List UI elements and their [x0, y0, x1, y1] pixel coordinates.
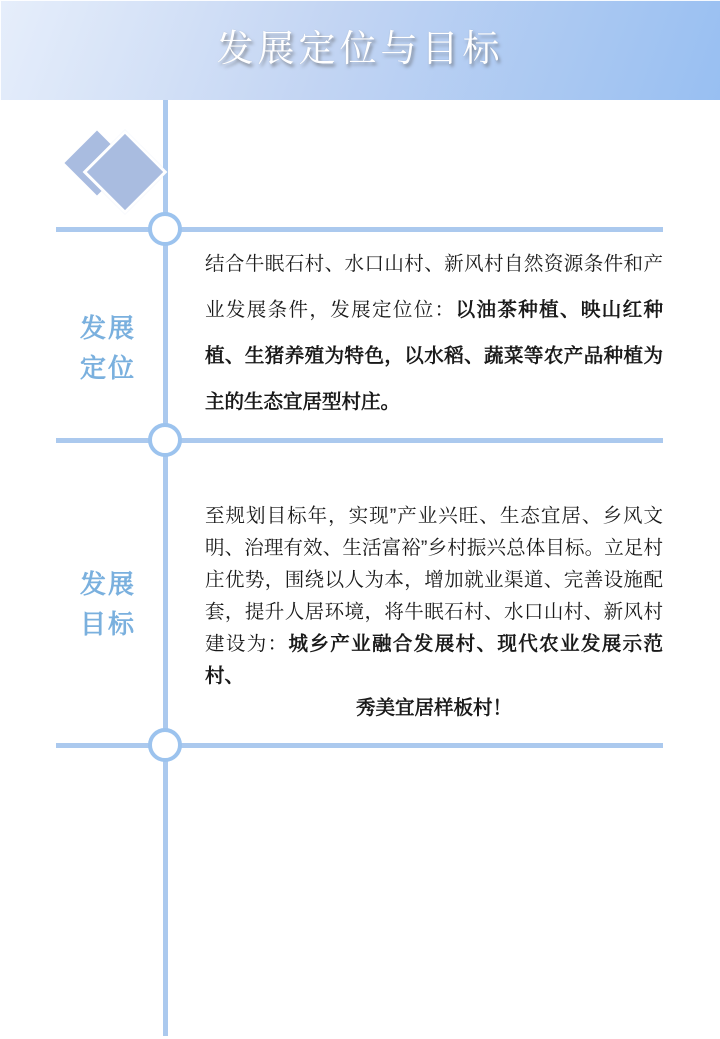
timeline-node-middle: [148, 423, 182, 457]
section-label-positioning: [80, 308, 136, 388]
header-banner: [0, 0, 720, 100]
goals-text-bold-centered: 秀美宜居样板村！: [355, 697, 512, 719]
section-label-goals: [80, 564, 136, 644]
section-label-line: 发展: [80, 569, 137, 599]
timeline-node-bottom: [148, 728, 182, 762]
timeline-node-top: [148, 212, 182, 246]
goals-text-bold: 城乡产业融合发展村、现代农业发展示范村、: [205, 633, 663, 687]
positioning-text-regular: 结合牛眠石村、水口山村、新风村自然资源条件和产业发展条件，发展定位位：: [205, 253, 663, 321]
positioning-paragraph: [205, 241, 663, 425]
goals-text-regular: 至规划目标年，实现”产业兴旺、生态宜居、乡风文明、治理有效、生活富裕”乡村振兴总体目标。立足村庄优势，围绕以人为本，增加就业渠道、完善设施配套，提升人居环境，将牛眠石村、水口山村、新风村建设为：: [205, 505, 663, 655]
goals-paragraph: [205, 500, 663, 724]
page-title: 发展定位与目标: [216, 28, 504, 69]
section-label-line: 目标: [80, 609, 137, 639]
section-label-line: 发展: [80, 313, 137, 343]
section-label-line: 定位: [80, 353, 137, 383]
positioning-text-bold: 以油茶种植、映山红种植、生猪养殖为特色，以水稻、蔬菜等农产品种植为主的生态宜居型村庄。: [205, 299, 663, 413]
